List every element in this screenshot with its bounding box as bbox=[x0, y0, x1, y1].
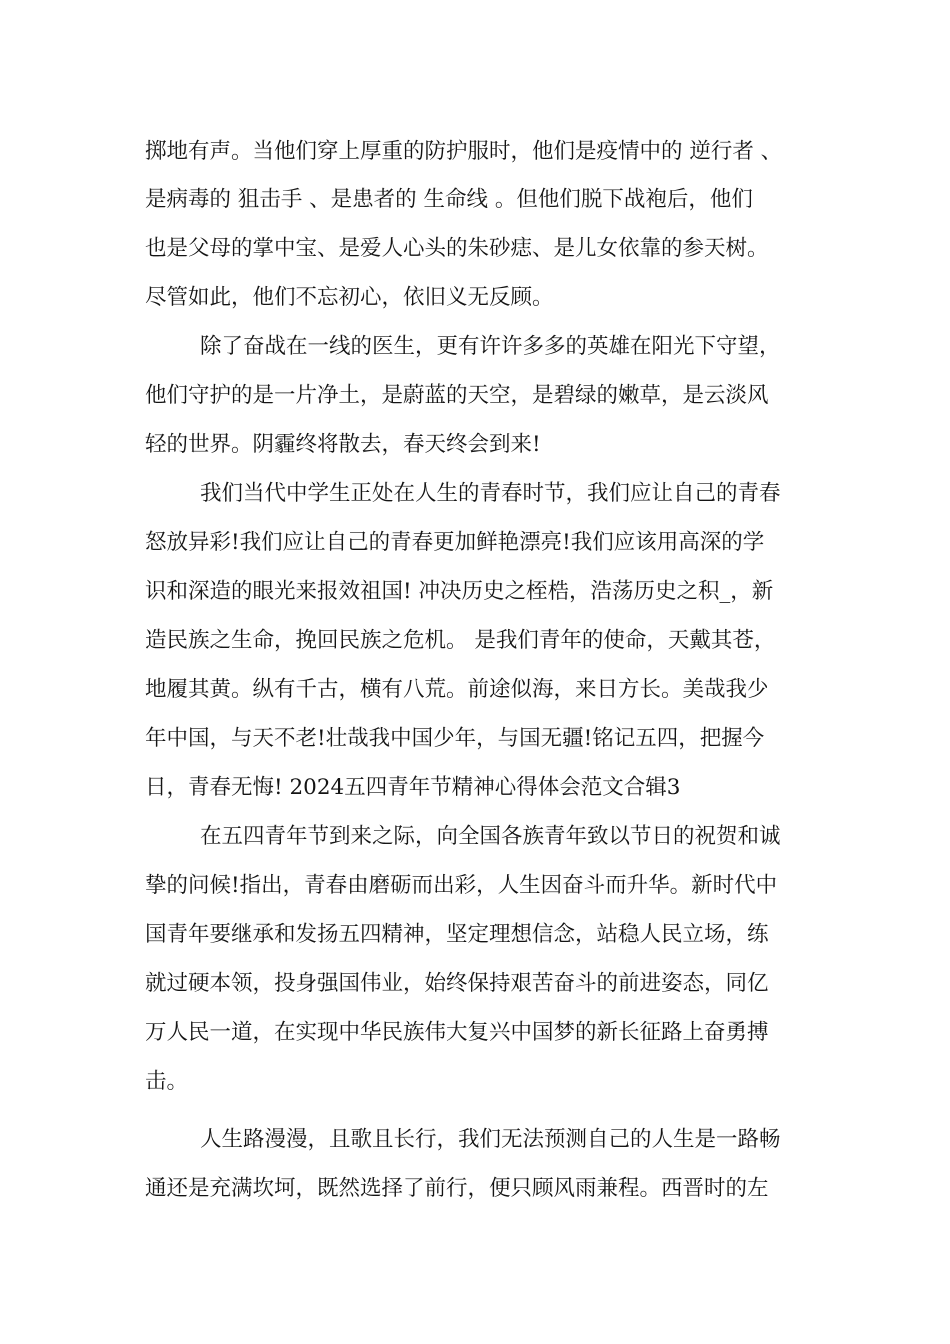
text-line: 造民族之生命，挽回民族之危机。 是我们青年的使命，天戴其苍， bbox=[145, 628, 776, 653]
text-line: 轻的世界。阴霾终将散去，春天终会到来! bbox=[145, 432, 541, 457]
text-line: 也是父母的掌中宝、是爱人心头的朱砂痣、是儿女依靠的参天树。 bbox=[145, 236, 769, 261]
text-line: 是病毒的 狙击手 、是患者的 生命线 。但他们脱下战袍后，他们 bbox=[145, 187, 753, 212]
text-line: 我们当代中学生正处在人生的青春时节，我们应让自己的青春 bbox=[200, 481, 781, 506]
text-line: 通还是充满坎坷，既然选择了前行，便只顾风雨兼程。西晋时的左 bbox=[145, 1176, 769, 1201]
text-line: 识和深造的眼光来报效祖国! 冲决历史之桎梏，浩荡历史之积_，新 bbox=[145, 579, 774, 604]
text-line: 在五四青年节到来之际，向全国各族青年致以节日的祝贺和诚 bbox=[200, 824, 781, 849]
text-line: 日，青春无悔! 2024五四青年节精神心得体会范文合辑3 bbox=[145, 775, 681, 800]
text-line: 掷地有声。当他们穿上厚重的防护服时，他们是疫情中的 逆行者 、 bbox=[145, 139, 783, 164]
text-line: 击。 bbox=[145, 1069, 189, 1094]
text-line: 人生路漫漫，且歌且长行，我们无法预测自己的人生是一路畅 bbox=[200, 1127, 781, 1152]
text-line: 就过硬本领，投身强国伟业，始终保持艰苦奋斗的前进姿态，同亿 bbox=[145, 971, 769, 996]
text-line: 年中国，与天不老!壮哉我中国少年，与国无疆!铭记五四，把握今 bbox=[145, 726, 765, 751]
text-line: 怒放异彩!我们应让自己的青春更加鲜艳漂亮!我们应该用高深的学 bbox=[145, 530, 765, 555]
text-line: 除了奋战在一线的医生，更有许许多多的英雄在阳光下守望， bbox=[200, 334, 781, 359]
text-line: 国青年要继承和发扬五四精神，坚定理想信念，站稳人民立场，练 bbox=[145, 922, 769, 947]
text-line: 他们守护的是一片净土，是蔚蓝的天空，是碧绿的嫩草，是云淡风 bbox=[145, 383, 769, 408]
text-line: 万人民一道，在实现中华民族伟大复兴中国梦的新长征路上奋勇搏 bbox=[145, 1020, 769, 1045]
text-line: 挚的问候!指出，青春由磨砺而出彩，人生因奋斗而升华。新时代中 bbox=[145, 873, 778, 898]
text-line: 尽管如此，他们不忘初心，依旧义无反顾。 bbox=[145, 285, 554, 310]
text-line: 地履其黄。纵有千古，横有八荒。前途似海，来日方长。美哉我少 bbox=[145, 677, 769, 702]
